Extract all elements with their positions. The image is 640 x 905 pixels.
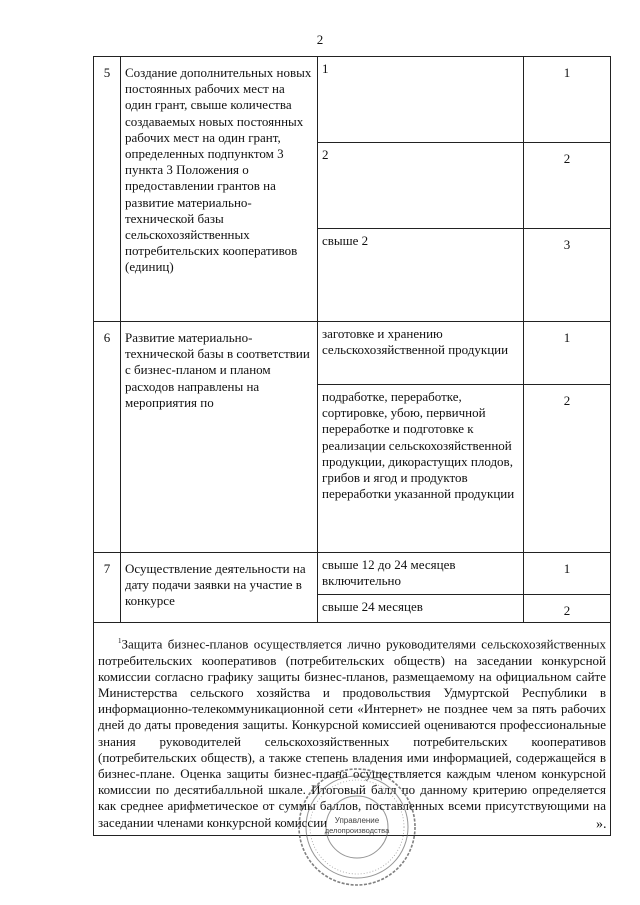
option-value: свыше 2 xyxy=(318,229,524,322)
row-number: 7 xyxy=(94,553,121,623)
table-row xyxy=(94,322,611,385)
criteria-table xyxy=(93,56,611,836)
stamp-line-2: делопроизводства xyxy=(324,826,390,835)
footnote-marker: 1 xyxy=(118,637,122,645)
page-number: 2 xyxy=(316,32,324,47)
row-number: 6 xyxy=(94,322,121,553)
option-score: 2 xyxy=(524,385,611,553)
option-value: подработке, переработке, сортировке, убою, первичной переработке и подготовке к реализации сельскохозяйственной продукции, дикорастущих плодов, грибов и ягод и продуктов переработки указанной продукции xyxy=(318,385,524,553)
seal-stamp xyxy=(296,766,418,888)
option-score: 1 xyxy=(524,322,611,385)
option-value: заготовке и хранению сельскохозяйственной продукции xyxy=(318,322,524,385)
criterion-name: Осуществление деятельности на дату подачи заявки на участие в конкурсе xyxy=(121,553,318,623)
option-score: 1 xyxy=(524,57,611,143)
option-value: свыше 24 месяцев xyxy=(318,595,524,623)
option-score: 2 xyxy=(524,143,611,229)
option-score: 1 xyxy=(524,553,611,595)
option-value: свыше 12 до 24 месяцев включительно xyxy=(318,553,524,595)
criterion-name: Развитие материально-технической базы в соответствии с бизнес-планом и планом расходов направлены на мероприятия по xyxy=(121,322,318,553)
closing-quote: ». xyxy=(596,817,607,832)
row-number: 5 xyxy=(94,57,121,322)
option-value: 2 xyxy=(318,143,524,229)
option-value: 1 xyxy=(318,57,524,143)
option-score: 2 xyxy=(524,595,611,623)
table-row xyxy=(94,553,611,595)
criterion-name: Создание дополнительных новых постоянных рабочих мест на один грант, свыше количества создаваемых новых постоянных рабочих мест на один грант, определенных подпунктом 3 пункта 3 Положения о предоставлении грантов на развитие материально-технической базы сельскохозяйственных потребительских кооперативов (единиц) xyxy=(121,57,318,322)
option-score: 3 xyxy=(524,229,611,322)
table-row xyxy=(94,57,611,143)
footnote-text: Защита бизнес-планов осуществляется лично руководителями сельскохозяйственных потребительских кооперативов (потребительских обществ) на заседании конкурсной комиссии согласно графику защиты бизнес-планов, размещаемому на официальном сайте Министерства сельского хозяйства и продовольствия Удмуртской Республики в информационно-телекоммуникационной сети «Интернет» не позднее чем за пять рабочих дней до даты проведения защиты. Конкурсной комиссией оцениваются профессиональные знания руководителей сельскохозяйственных потребительских кооперативов (потребительских обществ), а также степень владения ими информацией, содержащейся в бизнес-плане. Оценка защиты бизнес-плана осуществляется каждым членом конкурсной комиссии по десятибалльной шкале. Итоговый балл по данному критерию определяется как среднее арифметическое от суммы баллов, поставленных всеми присутствующими на заседании членами конкурсной комиссии xyxy=(98,636,606,830)
stamp-line-1: Управление xyxy=(334,816,380,825)
